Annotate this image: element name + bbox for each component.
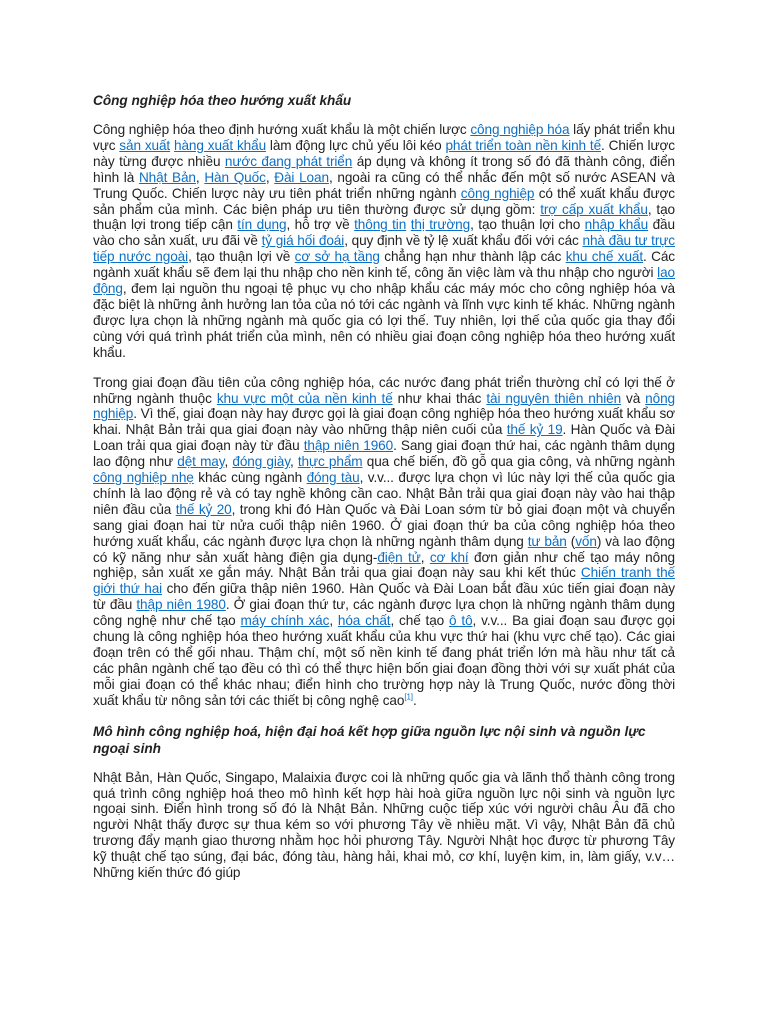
- section-2-paragraph-1: [93, 770, 675, 881]
- wiki-link[interactable]: thập niên 1960: [303, 438, 394, 454]
- text-run: Công nghiệp hóa theo định hướng xuất khẩu là một chiến lược: [93, 122, 471, 137]
- wiki-link[interactable]: Nhật Bản: [138, 169, 196, 185]
- text-run: . Ở giai đoạn thứ tư, các ngành được lựa chọn là những ngành thâm dụng công nghệ như chế tạo: [93, 597, 675, 629]
- text-run: cho đến giữa thập niên 1960. Hàn Quốc và Đài Loan bắt đầu xúc tiến giai đoạn này từ đầu: [93, 581, 675, 613]
- text-run: chẳng hạn như thành lập các: [379, 249, 566, 265]
- text-run: làm động lực chủ yếu lôi kéo: [266, 137, 446, 153]
- text-run: . Chiến lược này từng được nhiều: [93, 137, 675, 169]
- wiki-link[interactable]: hàng xuất khẩu: [174, 137, 267, 153]
- wiki-link[interactable]: Chiến tranh thế giới thứ hai: [93, 565, 675, 597]
- text-run: . Các ngành xuất khẩu sẽ đem lại thu nhập cho nền kinh tế, công ăn việc làm và thu nhập cho người: [93, 249, 675, 281]
- text-run: và: [621, 390, 646, 406]
- text-run: . Hàn Quốc và Đài Loan trải qua giai đoạn này từ đầu: [93, 422, 675, 454]
- text-run: , hỗ trợ về: [286, 217, 355, 233]
- wiki-link[interactable]: tài nguyên thiên nhiên: [486, 390, 622, 406]
- wiki-link[interactable]: Hàn Quốc: [204, 169, 266, 185]
- section-heading-2: Mô hình công nghiệp hoá, hiện đại hoá kết hợp giữa nguồn lực nội sinh và nguồn lực ngoại sinh: [93, 723, 646, 756]
- text-run: như khai thác: [392, 390, 487, 406]
- text-run: Nhật Bản, Hàn Quốc, Singapo, Malaixia được coi là những quốc gia và lãnh thổ thành công trong quá trình công nghiệp hoá theo mô hình kết hợp hài hoà giữa nguồn lực nội sinh và nguồn lực ngoại sinh. Điển hình trong số đó là Nhật Bản. Những cuộc tiếp xúc với người châu Âu đã cho người Nhật thấy được sự thua kém so với phương Tây về nhiều mặt. Vì vậy, Nhật Bản đã chủ trương đẩy mạnh giao thương nhằm học hỏi phương Tây. Người Nhật học được từ phương Tây kỹ thuật chế tạo súng, đại bác, đóng tàu, hàng hải, khai mỏ, cơ khí, luyện kim, in, làm giấy, v.v… Những kiến thức đó giúp: [93, 769, 675, 881]
- text-run: có thể xuất khẩu được sản phẩm của mình. Các biện pháp ưu tiên thường được sử dụng gồm:: [93, 185, 675, 217]
- wiki-link[interactable]: khu chế xuất: [565, 249, 644, 265]
- text-run: (: [566, 533, 576, 549]
- wiki-link[interactable]: công nghiệp hóa: [470, 122, 570, 137]
- text-run: , ngoài ra cũng có thể nhắc đến một số nước ASEAN và Trung Quốc. Chiến lược này ưu tiên phát triển những ngành: [93, 169, 676, 201]
- wiki-link[interactable]: dệt may: [177, 454, 225, 470]
- wiki-link[interactable]: công nghiệp: [460, 185, 535, 201]
- wiki-link[interactable]: nông nghiệp: [93, 390, 675, 422]
- wiki-link[interactable]: đóng tàu: [306, 470, 360, 486]
- wiki-link[interactable]: cơ sở hạ tầng: [294, 249, 380, 265]
- wiki-link[interactable]: nước đang phát triển: [224, 153, 353, 169]
- wiki-link[interactable]: thị trường: [410, 217, 471, 233]
- wiki-link[interactable]: cơ khí: [429, 549, 469, 565]
- section-heading-1: Công nghiệp hóa theo hướng xuất khẩu: [93, 93, 352, 108]
- text-run: ,: [289, 454, 298, 470]
- text-run: đầu vào cho sản xuất, ưu đãi về: [93, 217, 675, 249]
- text-run: , chế tạo: [390, 613, 450, 629]
- text-run: qua chế biến, đồ gỗ qua gia công, và những ngành: [362, 454, 675, 470]
- text-run: ) và lao động có kỹ năng như sản xuất hàng điện gia dụng-: [93, 533, 676, 565]
- wiki-link[interactable]: hóa chất: [337, 613, 391, 629]
- wiki-link[interactable]: thế kỷ 20: [175, 501, 232, 517]
- text-run: Trong giai đoạn đầu tiên của công nghiệp hóa, các nước đang phát triển thường chỉ có lợi thế ở những ngành thuộc: [93, 374, 675, 406]
- wiki-link[interactable]: đóng giày: [232, 454, 290, 470]
- wiki-link[interactable]: tư bản: [527, 533, 567, 549]
- wiki-link[interactable]: vốn: [575, 533, 597, 549]
- wiki-link[interactable]: máy chính xác: [240, 613, 330, 629]
- wiki-link[interactable]: phát triển toàn nền kinh tế: [445, 137, 602, 153]
- wiki-link[interactable]: nhập khẩu: [584, 217, 649, 233]
- text-run: , tạo thuận lợi về: [188, 249, 295, 265]
- citation-ref[interactable]: [1]: [404, 692, 413, 702]
- wiki-link[interactable]: thập niên 1980: [136, 597, 226, 613]
- text-run: ,: [195, 169, 205, 185]
- text-run: ,: [265, 169, 275, 185]
- text-run: đơn giản như chế tạo máy nông nghiệp, sản xuất xe gắn máy. Nhật Bản trải qua giai đoạn này sau khi kết thúc: [93, 549, 675, 581]
- wiki-link[interactable]: nhà đầu tư trực tiếp nước ngoài: [93, 233, 675, 265]
- section-1-paragraph-1: [93, 122, 675, 361]
- wiki-link[interactable]: công nghiệp nhẹ: [93, 470, 194, 486]
- text-run: ,: [420, 549, 430, 565]
- text-run: , tạo thuận lợi cho: [470, 217, 585, 233]
- text-run: .: [412, 692, 417, 708]
- wiki-link[interactable]: ô tô: [449, 613, 473, 629]
- wiki-link[interactable]: thực phẩm: [297, 454, 363, 470]
- text-run: khác cùng ngành: [193, 470, 307, 486]
- text-run: . Vì thế, giai đoạn này hay được gọi là giai đoạn công nghiệp hóa theo hướng xuất khẩu sơ khai. Nhật Bản trải qua giai đoạn này vào những thập niên cuối của: [93, 406, 675, 438]
- wiki-link[interactable]: trợ cấp xuất khẩu: [540, 201, 648, 217]
- text-run: , đem lại nguồn thu ngoại tệ phục vụ cho nhập khẩu các máy móc cho công nghiệp hóa và đặc biệt là những ảnh hưởng lan tỏa của nó tới các ngành và lĩnh vực kinh tế khác. Những ngành được lựa chọn là những ngành mà quốc gia có lợi thế. Tuy nhiên, lợi thế của quốc gia thay đổi cùng với quá trình phát triển của mình, nên có nhiều giai đoạn công nghiệp hóa theo hướng xuất khẩu.: [93, 281, 675, 360]
- wiki-link[interactable]: điện tử: [377, 549, 421, 565]
- text-run: ,: [329, 613, 338, 629]
- wiki-link[interactable]: thế kỷ 19: [506, 422, 563, 438]
- section-1-paragraph-2: [93, 375, 675, 709]
- text-run: , v.v... Ba giai đoạn sau được gọi chung là công nghiệp hóa theo hướng xuất khẩu của khu vực thứ hai (khu vực chế tạo). Các giai đoạn trên có thể gối nhau. Thậm chí, một số nền kinh tế đang phát triển lớn mà hầu như tất cả các phân ngành chế tạo đều có thì có thể thực hiện bốn giai đoạn đồng thời với sự xuất phát của mỗi giai đoạn có thể khác nhau; điển hình cho trường hợp này là Trung Quốc, nước đồng thời xuất khẩu từ nông sản tới các thiết bị công nghệ cao: [93, 613, 676, 708]
- text-run: , trong khi đó Hàn Quốc và Đài Loan sớm từ bỏ giai đoạn một và chuyển sang giai đoạn hai từ nửa cuối thập niên 1960. Ở giai đoạn thứ ba của công nghiệp hóa theo hướng xuất khẩu, các ngành được lựa chọn là những ngành thâm dụng: [93, 501, 675, 549]
- wiki-link[interactable]: lao động: [93, 265, 675, 297]
- wiki-link[interactable]: thông tin: [354, 217, 407, 233]
- text-run: ,: [224, 454, 233, 470]
- wiki-link[interactable]: tỷ giá hối đoái: [261, 233, 345, 249]
- text-run: , quy định về tỷ lệ xuất khẩu đối với các: [344, 233, 583, 249]
- text-run: lấy phát triển khu vực: [93, 122, 675, 153]
- text-run: áp dụng và không ít trong số đó đã thành công, điển hình là: [93, 153, 675, 185]
- wiki-link[interactable]: khu vực một của nền kinh tế: [216, 390, 393, 406]
- text-run: , tạo thuận lợi trong tiếp cận: [93, 201, 676, 233]
- wiki-link[interactable]: sản xuất: [119, 137, 171, 153]
- wiki-link[interactable]: tín dụng: [237, 217, 287, 233]
- text-run: . Sang giai đoạn thứ hai, các ngành thâm dụng lao động như: [93, 438, 675, 470]
- wiki-link[interactable]: Đài Loan: [274, 169, 329, 185]
- text-run: , v.v... được lựa chọn vì lúc này lợi thế của quốc gia chính là lao động rẻ và có tay nghề không cần cao. Nhật Bản trải qua giai đoạn này vào hai thập niên đầu của: [93, 470, 675, 517]
